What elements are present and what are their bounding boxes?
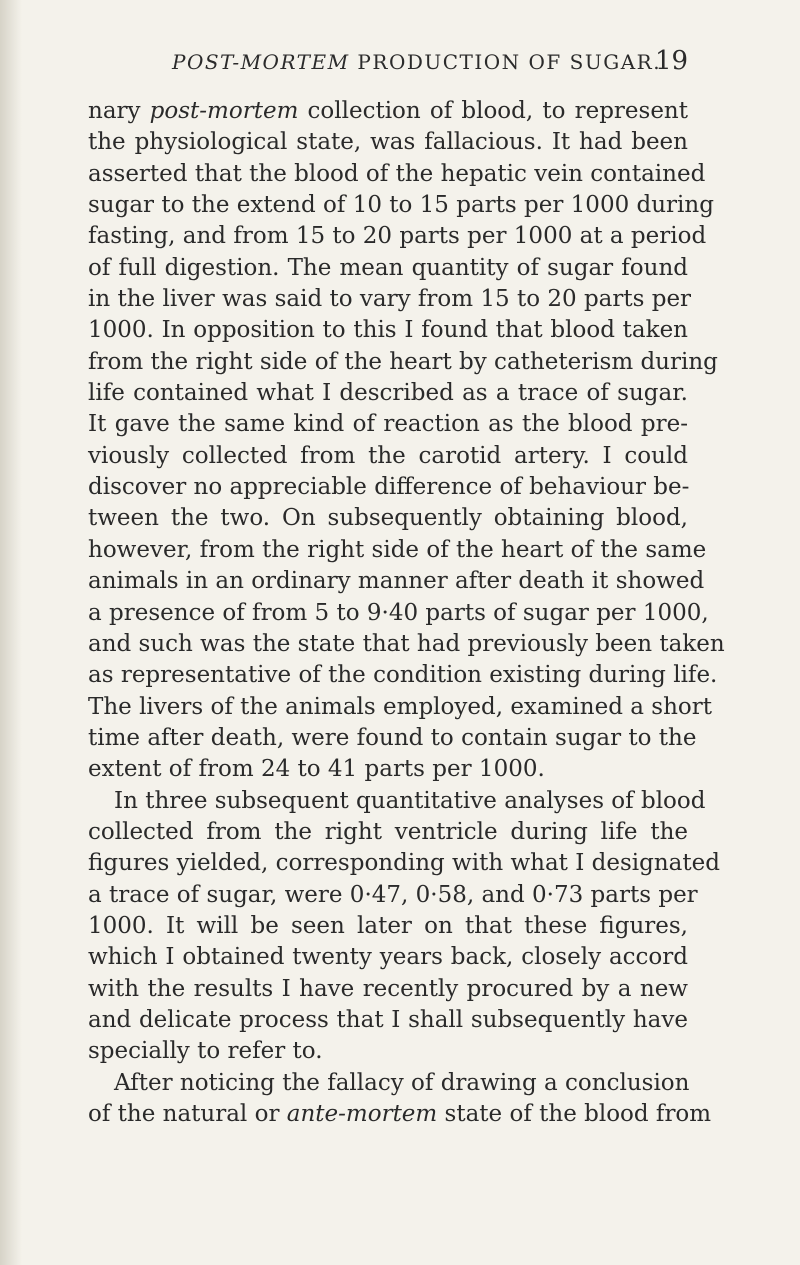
- text-segment: After noticing the fallacy of drawing a conclusion: [114, 1069, 690, 1096]
- page-gutter-shadow: [0, 0, 22, 1265]
- text-line: [88, 441, 688, 472]
- text-segment: time after death, were found to contain sugar to the: [88, 724, 697, 751]
- text-segment: of full digestion. The mean quantity of sugar found: [88, 254, 688, 281]
- text-line: [88, 880, 698, 911]
- text-line: [88, 96, 688, 127]
- text-segment: however, from the right side of the heart of the same: [88, 536, 707, 563]
- text-segment: asserted that the blood of the hepatic vein contained: [88, 160, 706, 187]
- text-line: [88, 660, 718, 691]
- text-segment: collected from the right ventricle during life the: [88, 818, 688, 845]
- text-line: [88, 503, 688, 534]
- text-segment: 1000. In opposition to this I found that blood taken: [88, 317, 688, 344]
- text-segment: fasting, and from 15 to 20 parts per 1000 at a period: [88, 223, 707, 250]
- header-title-rest: PRODUCTION OF SUGAR.: [349, 50, 662, 74]
- text-segment: which I obtained twenty years back, closely accord: [88, 944, 688, 971]
- text-segment: The livers of the animals employed, examined a short: [88, 693, 712, 720]
- text-line: [88, 911, 688, 942]
- text-segment: tween the two. On subsequently obtaining blood,: [88, 505, 688, 532]
- text-line: [88, 1099, 712, 1130]
- text-segment: state of the blood from: [437, 1101, 712, 1127]
- text-line: [88, 1005, 688, 1036]
- text-line: [88, 472, 688, 503]
- text-line: [88, 1036, 688, 1067]
- text-segment: figures yielded, corresponding with what I designated: [88, 850, 720, 877]
- text-line: [88, 786, 706, 817]
- text-segment: nary: [88, 98, 150, 124]
- text-segment: It gave the same kind of reaction as the blood pre-: [88, 411, 688, 438]
- text-segment: from the right side of the heart by catheterism during: [88, 348, 718, 375]
- text-segment: In three subsequent quantitative analyses of blood: [114, 787, 706, 814]
- text-line: [88, 315, 688, 346]
- running-header: [172, 50, 682, 74]
- text-segment: the physiological state, was fallacious. It had been: [88, 129, 688, 156]
- page-number: 19: [655, 46, 689, 76]
- text-segment: of the natural or: [88, 1101, 287, 1127]
- text-line: [88, 284, 692, 315]
- text-line: [88, 848, 720, 879]
- text-line: [88, 190, 714, 221]
- text-segment: extent of from 24 to 41 parts per 1000.: [88, 756, 545, 783]
- text-segment: and such was the state that had previously been taken: [88, 630, 725, 657]
- text-segment: in the liver was said to vary from 15 to 20 parts per: [88, 286, 692, 313]
- text-line: [88, 347, 718, 378]
- text-line: [88, 253, 688, 284]
- text-segment: a presence of from 5 to 9·40 parts of sugar per 1000,: [88, 599, 709, 626]
- text-line: [88, 817, 688, 848]
- text-line: [88, 723, 697, 754]
- text-line: [88, 535, 707, 566]
- text-segment: life contained what I described as a trace of sugar.: [88, 380, 688, 407]
- text-segment: animals in an ordinary manner after death it showed: [88, 568, 705, 595]
- text-segment: a trace of sugar, were 0·47, 0·58, and 0·73 parts per: [88, 881, 698, 908]
- text-line: [88, 409, 688, 440]
- text-line: [88, 942, 688, 973]
- text-segment: discover no appreciable difference of behaviour be-: [88, 474, 690, 501]
- text-segment: sugar to the extend of 10 to 15 parts per 1000 during: [88, 192, 714, 219]
- text-line: [88, 159, 706, 190]
- text-line: [88, 378, 688, 409]
- text-line: [88, 754, 688, 785]
- text-line: [88, 221, 707, 252]
- text-segment: as representative of the condition existing during life.: [88, 662, 718, 689]
- text-line: [88, 1068, 688, 1099]
- header-title-italic: POST-MORTEM: [172, 50, 350, 74]
- text-segment: 1000. It will be seen later on that these figures,: [88, 912, 688, 939]
- text-line: [88, 127, 688, 158]
- text-segment: viously collected from the carotid artery. I could: [88, 442, 688, 469]
- italic-term: ante-mortem: [286, 1101, 438, 1127]
- text-segment: with the results I have recently procured by a new: [88, 975, 688, 1002]
- text-line: [88, 692, 712, 723]
- italic-term: post-mortem: [149, 98, 299, 124]
- text-segment: and delicate process that I shall subsequently have: [88, 1006, 688, 1033]
- text-line: [88, 629, 725, 660]
- text-segment: specially to refer to.: [88, 1038, 323, 1065]
- text-line: [88, 566, 705, 597]
- text-line: [88, 974, 688, 1005]
- body-text: [88, 96, 725, 1130]
- text-segment: collection of blood, to represent: [298, 98, 688, 124]
- text-line: [88, 598, 709, 629]
